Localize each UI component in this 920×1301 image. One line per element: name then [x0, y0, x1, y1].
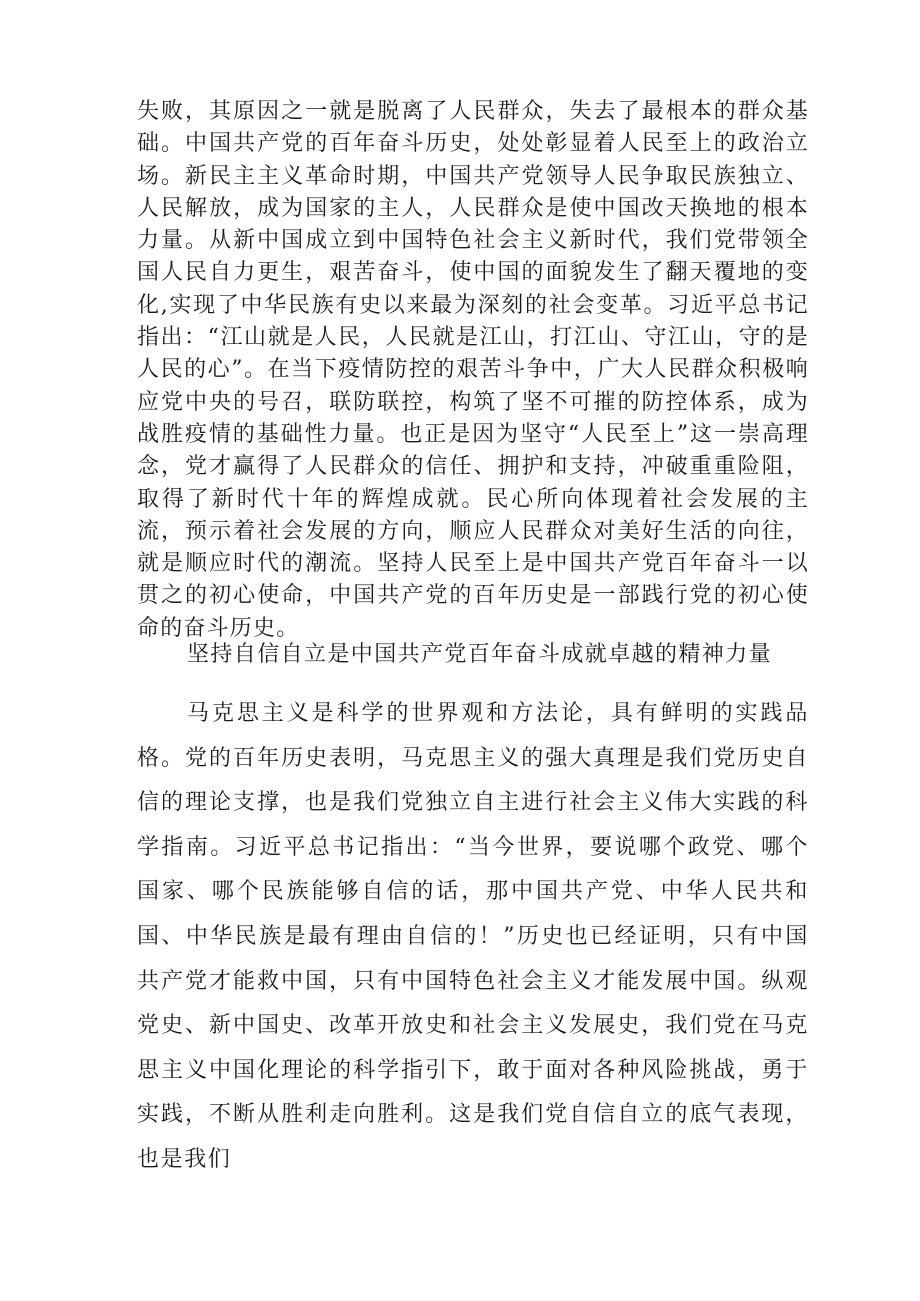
body-paragraph-people-supreme: 失败，其原因之一就是脱离了人民群众，失去了最根本的群众基础。中国共产党的百年奋斗历史，处处彰显着人民至上的政治立场。新民主主义革命时期，中国共产党领导人民争取民族独立、人民解放，成为国家的主人，人民群众是使中国改天换地的根本力量。从新中国成立到中国特色社会主义新时代，我们党带领全国人民自力更生，艰苦奋斗，使中国的面貌发生了翻天覆地的变化,实现了中华民族有史以来最为深刻的社会变革。习近平总书记指出：“江山就是人民，人民就是江山，打江山、守江山，守的是人民的心”。在当下疫情防控的艰苦斗争中，广大人民群众积极响应党中央的号召，联防联控，构筑了坚不可摧的防控体系，成为战胜疫情的基础性力量。也正是因为坚守“人民至上”这一崇高理念，党才赢得了人民群众的信任、拥护和支持，冲破重重险阻，取得了新时代十年的辉煌成就。民心所向体现着社会发展的主流，预示着社会发展的方向，顺应人民群众对美好生活的向往，就是顺应时代的潮流。坚持人民至上是中国共产党百年奋斗一以贯之的初心使命，中国共产党的百年历史是一部践行党的初心使命的奋斗历史。 — [137, 99, 809, 641]
section-heading: 坚持自信自立是中国共产党百年奋斗成就卓越的精神力量 — [187, 642, 773, 667]
body-paragraph-self-confidence: 马克思主义是科学的世界观和方法论，具有鲜明的实践品格。党的百年历史表明，马克思主义的强大真理是我们党历史自信的理论支撑，也是我们党独立自主进行社会主义伟大实践的科学指南。习近平总书记指出：“当今世界，要说哪个政党、哪个国家、哪个民族能够自信的话，那中国共产党、中华人民共和国、中华民族是最有理由自信的！”历史也已经证明，只有中国共产党才能救中国，只有中国特色社会主义才能发展中国。纵观党史、新中国史、改革开放史和社会主义发展史，我们党在马克思主义中国化理论的科学指引下，敢于面对各种风险挑战，勇于实践，不断从胜利走向胜利。这是我们党自信自立的底气表现，也是我们 — [137, 701, 809, 1172]
